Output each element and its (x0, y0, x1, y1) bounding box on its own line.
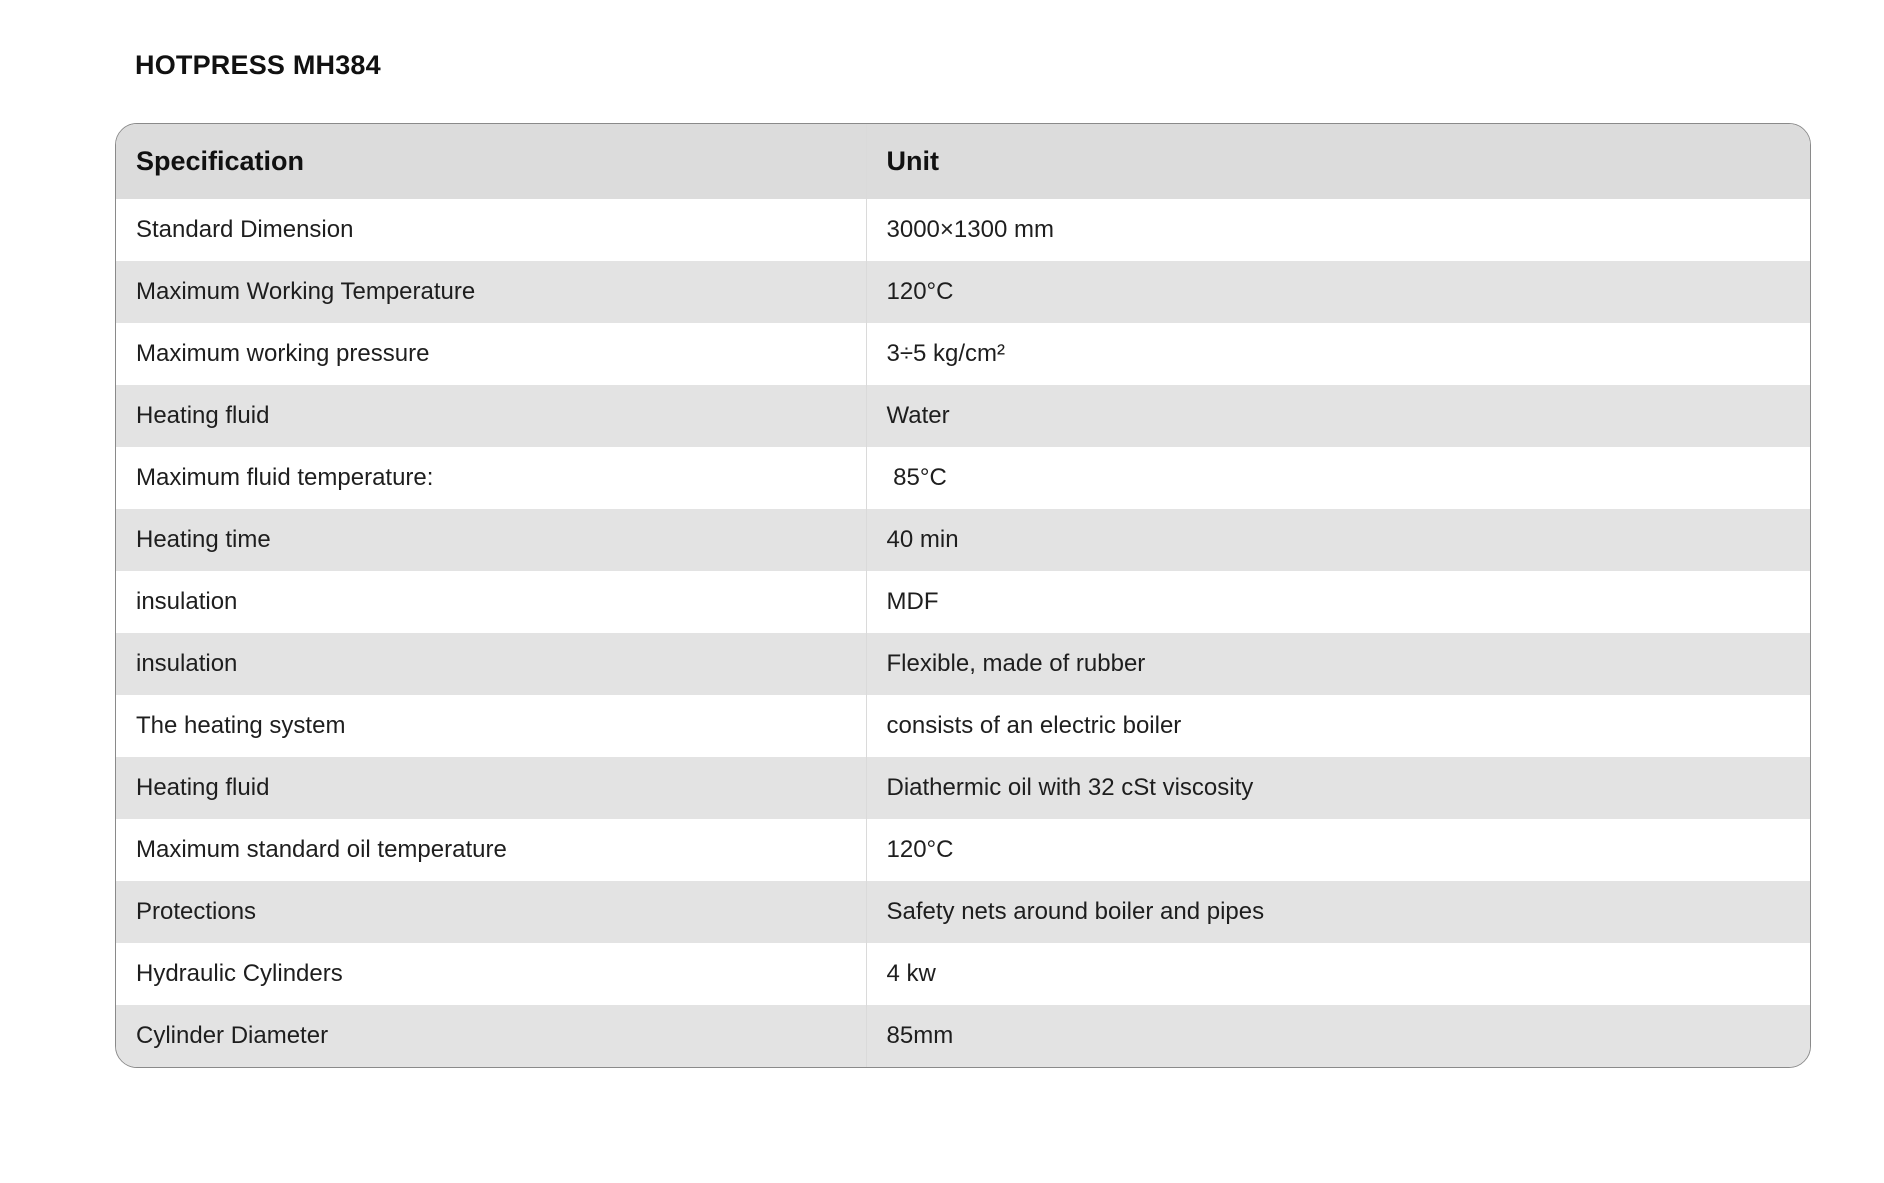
spec-value-cell: 120°C (866, 261, 1810, 323)
spec-value-cell: 85mm (866, 1005, 1810, 1067)
table-row (116, 385, 1810, 447)
spec-name-cell: Maximum fluid temperature: (116, 447, 866, 509)
spec-table-container (115, 123, 1811, 1068)
column-header-unit: Unit (866, 124, 1810, 199)
spec-value-cell: 120°C (866, 819, 1810, 881)
spec-name-cell: insulation (116, 571, 866, 633)
table-row (116, 943, 1810, 1005)
table-header-row (116, 124, 1810, 199)
spec-value-cell: consists of an electric boiler (866, 695, 1810, 757)
spec-value-cell: Water (866, 385, 1810, 447)
spec-name-cell: Standard Dimension (116, 199, 866, 261)
spec-name-cell: Heating fluid (116, 757, 866, 819)
spec-value-cell: MDF (866, 571, 1810, 633)
table-row (116, 571, 1810, 633)
table-row (116, 881, 1810, 943)
spec-value-cell: 4 kw (866, 943, 1810, 1005)
table-row (116, 509, 1810, 571)
table-row (116, 447, 1810, 509)
spec-name-cell: Maximum standard oil temperature (116, 819, 866, 881)
table-row (116, 199, 1810, 261)
spec-name-cell: The heating system (116, 695, 866, 757)
spec-name-cell: Heating time (116, 509, 866, 571)
page-title: HOTPRESS MH384 (135, 50, 381, 80)
column-header-specification: Specification (116, 124, 866, 199)
spec-table (116, 124, 1810, 1067)
spec-value-cell: Diathermic oil with 32 cSt viscosity (866, 757, 1810, 819)
spec-value-cell: 40 min (866, 509, 1810, 571)
table-row (116, 261, 1810, 323)
spec-value-cell: Flexible, made of rubber (866, 633, 1810, 695)
spec-name-cell: Maximum working pressure (116, 323, 866, 385)
spec-name-cell: Maximum Working Temperature (116, 261, 866, 323)
table-row (116, 819, 1810, 881)
table-row (116, 695, 1810, 757)
table-row (116, 1005, 1810, 1067)
spec-value-cell: 3000×1300 mm (866, 199, 1810, 261)
spec-name-cell: insulation (116, 633, 866, 695)
table-row (116, 633, 1810, 695)
spec-value-cell: 85°C (866, 447, 1810, 509)
spec-value-cell: 3÷5 kg/cm² (866, 323, 1810, 385)
spec-name-cell: Cylinder Diameter (116, 1005, 866, 1067)
spec-name-cell: Heating fluid (116, 385, 866, 447)
spec-value-cell: Safety nets around boiler and pipes (866, 881, 1810, 943)
spec-name-cell: Protections (116, 881, 866, 943)
table-row (116, 757, 1810, 819)
table-row (116, 323, 1810, 385)
spec-name-cell: Hydraulic Cylinders (116, 943, 866, 1005)
